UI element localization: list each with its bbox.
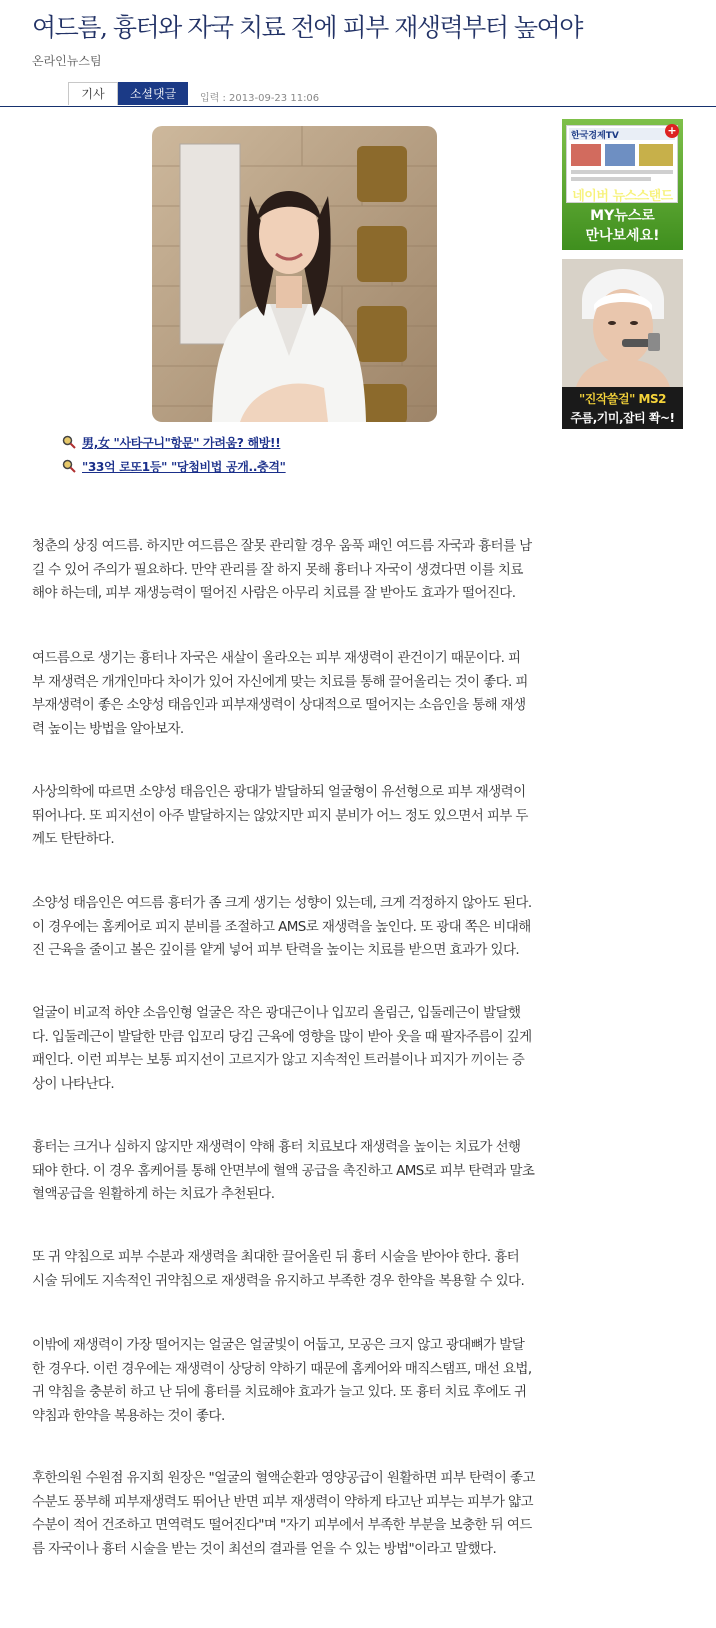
paragraph-line: 귀 약침을 충분히 하고 난 뒤에 흉터를 치료해야 효과가 늘고 있다. 또 흉터 치료 후에도 귀 (32, 1384, 527, 1400)
paragraph-line: 수분도 풍부해 피부재생력도 뛰어난 반면 피부 재생력이 약하게 타고난 피부는 피부가 얇고 (32, 1493, 533, 1510)
paragraph-line: 이밖에 재생력이 가장 떨어지는 얼굴은 얼굴빛이 어둡고, 모공은 크지 않고 광대뼈가 발달 (32, 1337, 525, 1353)
plus-icon: + (665, 124, 679, 138)
published-date: 입력 : 2013-09-23 11:06 (200, 93, 320, 104)
paragraph-7 (32, 1246, 682, 1293)
paragraph-line: 사상의학에 따르면 소양성 태음인은 광대가 발달하되 얼굴형이 유선형으로 피부 재생력이 (32, 784, 526, 800)
paragraph-2 (32, 647, 682, 741)
paragraph-9 (32, 1467, 682, 1561)
paragraph-line: 혈액공급을 원활하게 하는 치료가 추천된다. (32, 1186, 275, 1202)
paragraph-line: 한 경우다. 이런 경우에는 재생력이 상당히 약하기 때문에 홈케어와 매직스탬프, 매선 요법, (32, 1360, 532, 1377)
paragraph-8 (32, 1334, 682, 1428)
paragraph-line: 여드름으로 생기는 흉터나 자국은 새살이 올라오는 피부 재생력이 관건이기 때문이다. 피 (32, 650, 521, 666)
related-link-2[interactable] (62, 458, 286, 476)
paragraph-line: 께도 탄탄하다. (32, 831, 115, 847)
paragraph-5 (32, 1002, 682, 1096)
related-link-1[interactable] (62, 434, 280, 452)
paragraph-line: 상이 나타난다. (32, 1075, 115, 1092)
article-headline: 여드름, 흉터와 자국 치료 전에 피부 재생력부터 높여야 (32, 13, 582, 42)
related-link-text[interactable]: 男,女 "사타구니"항문" 가려움? 해방!! (82, 436, 281, 450)
paragraph-line: 시술 뒤에도 지속적인 귀약침으로 재생력을 유지하고 부족한 경우 한약을 복용할 수 있다. (32, 1272, 525, 1289)
ad-subline: 주름,기미,잡티 쫙~! (570, 411, 675, 425)
related-link-text[interactable]: "33억 로또1등" "당첨비법 공개..충격" (82, 460, 286, 474)
paragraph-line: 름 자국이나 흉터 시술을 받는 것이 최선의 결과를 얻을 수 있는 방법"이라고 말했다. (32, 1540, 497, 1557)
article-tabbar (0, 80, 716, 107)
tab-article[interactable]: 기사 (68, 82, 118, 105)
paragraph-line: 후한의원 수원점 유지희 원장은 "얼굴의 혈액순환과 영양공급이 원활하면 피부 탄력이 좋고 (32, 1470, 535, 1486)
paragraph-line: 소양성 태음인은 여드름 흉터가 좀 크게 생기는 성향이 있는데, 크게 걱정하지 않아도 된다. (32, 895, 532, 911)
paragraph-line: 부 재생력은 개개인마다 차이가 있어 자신에게 맞는 치료를 통해 끌어올리는 것이 좋다. 피 (32, 673, 528, 690)
ad-logo-text: 한국경제TV (571, 131, 619, 141)
paragraph-3 (32, 781, 682, 852)
paragraph-line: 약침과 한약을 복용하는 것이 좋다. (32, 1407, 225, 1424)
paragraph-line: 흉터는 크거나 심하지 않지만 재생력이 약해 흉터 치료보다 재생력을 높이는 치료가 선행 (32, 1139, 521, 1155)
ad-headline: "진작쓸걸" MS2 (579, 392, 666, 406)
paragraph-line: 길 수 있어 주의가 필요하다. 만약 관리를 잘 하지 못해 흉터나 자국이 생겼다면 이를 치료 (32, 561, 523, 578)
magnifier-icon (62, 435, 76, 452)
paragraph-line: 다. 입둘레근이 발달한 만큼 입꼬리 당김 근육에 영향을 많이 받아 웃을 때 팔자주름이 깊게 (32, 1028, 532, 1045)
ad-face-image (562, 259, 683, 387)
tab-social-comments[interactable]: 소셜댓글 (118, 82, 188, 105)
article-photo (152, 126, 437, 422)
paragraph-line: 이 경우에는 홈케어로 피지 분비를 조절하고 AMS로 재생력을 높인다. 또 광대 쪽은 비대해 (32, 918, 531, 935)
paragraph-4 (32, 892, 682, 963)
article-photo-image (152, 126, 437, 422)
paragraph-line: 또 귀 약침으로 피부 수분과 재생력을 최대한 끌어올린 뒤 흉터 시술을 받아야 한다. 흉터 (32, 1249, 520, 1265)
ad-line2: MY뉴스로 (590, 208, 655, 224)
paragraph-line: 얼굴이 비교적 하얀 소음인형 얼굴은 작은 광대근이나 입꼬리 올림근, 입둘레근이 발달했 (32, 1005, 521, 1021)
paragraph-line: 돼야 한다. 이 경우 홈케어를 통해 안면부에 혈액 공급을 촉진하고 AMS로 피부 탄력과 말초 (32, 1162, 535, 1179)
cosmetic-ad[interactable] (562, 259, 683, 429)
magnifier-icon (62, 459, 76, 476)
paragraph-line: 청춘의 상징 여드름. 하지만 여드름은 잘못 관리할 경우 움푹 패인 여드름 자국과 흉터를 남 (32, 538, 532, 554)
ad-line3: 만나보세요! (585, 228, 660, 244)
ad-line1: 네이버 뉴스스탠드 (572, 189, 673, 204)
paragraph-line: 수분이 적어 건조하고 면역력도 떨어진다"며 "자기 피부에서 부족한 부분을 보충한 뒤 여드 (32, 1517, 532, 1533)
paragraph-6 (32, 1136, 682, 1207)
paragraph-line: 패인다. 이런 피부는 보통 피지선이 고르지가 않고 지속적인 트러블이나 피지가 끼이는 증 (32, 1052, 525, 1068)
paragraph-line: 부재생력이 좋은 소양성 태음인과 피부재생력이 상대적으로 떨어지는 소음인을 통해 재생 (32, 697, 526, 713)
paragraph-line: 진 근육을 줄이고 볼은 깊이를 얕게 넣어 피부 탄력을 높이는 치료를 받으면 효과가 있다. (32, 942, 520, 958)
paragraph-1 (32, 535, 682, 606)
article-source[interactable]: 온라인뉴스팀 (32, 54, 102, 68)
paragraph-line: 해야 하는데, 피부 재생능력이 떨어진 사람은 아무리 치료를 잘 받아도 효과가 떨어진다. (32, 585, 516, 601)
newsstand-ad[interactable] (562, 119, 683, 250)
paragraph-line: 력 높이는 방법을 알아보자. (32, 720, 184, 737)
paragraph-line: 뛰어나다. 또 피지선이 아주 발달하지는 않았지만 피지 분비가 어느 정도 있으면서 피부 두 (32, 807, 528, 824)
